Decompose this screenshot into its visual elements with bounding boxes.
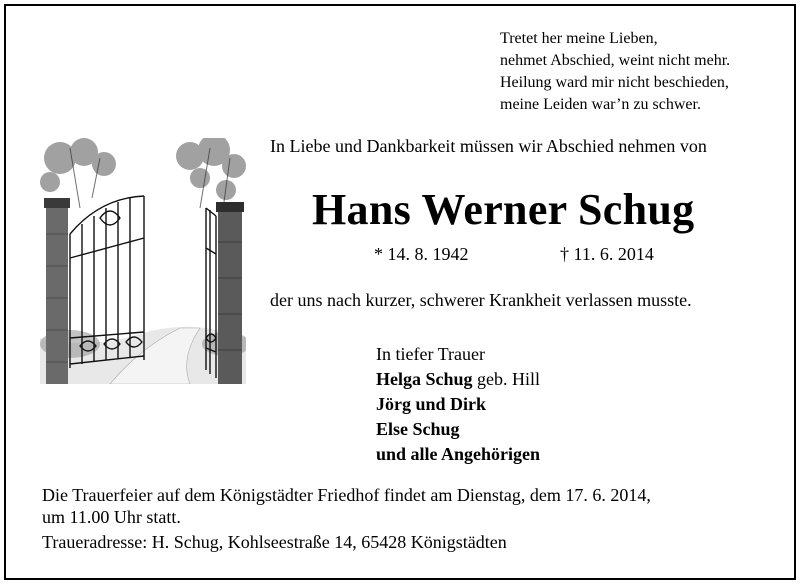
mourner-line-helga: [376, 367, 540, 392]
service-line-1: Die Trauerfeier auf dem Königstädter Friedhof findet am Dienstag, dem 17. 6. 2014,: [42, 485, 651, 505]
mourning-address: Traueradresse: H. Schug, Kohlseestraße 14, 65428 Königstädten: [42, 532, 507, 552]
mourner-name: Helga Schug: [376, 369, 473, 389]
service-line-2: um 11.00 Uhr statt.: [42, 507, 181, 527]
obituary-notice: [4, 4, 796, 580]
mourners-heading: In tiefer Trauer: [376, 344, 485, 364]
mourner-line-sons: Jörg und Dirk: [376, 394, 487, 414]
intro-text: In Liebe und Dankbarkeit müssen wir Abschied nehmen von: [270, 136, 707, 156]
poem-line-4: meine Leiden war’n zu schwer.: [500, 96, 701, 113]
poem-line-1: Tretet her meine Lieben,: [500, 30, 658, 47]
mourners-list: [376, 342, 540, 467]
funeral-service-info: [42, 484, 651, 528]
birth-date: * 14. 8. 1942: [374, 244, 469, 264]
death-date: † 11. 6. 2014: [560, 244, 654, 264]
poem-line-2: nehmet Abschied, weint nicht mehr.: [500, 52, 731, 69]
deceased-name: Hans Werner Schug: [312, 185, 695, 234]
mourner-line-relatives: und alle Angehörigen: [376, 444, 541, 464]
mourner-line-else: Else Schug: [376, 419, 460, 439]
poem-line-3: Heilung ward mir nicht beschieden,: [500, 74, 729, 91]
mourner-note: geb. Hill: [477, 369, 541, 389]
memorial-poem: [500, 28, 730, 116]
farewell-text: der uns nach kurzer, schwerer Krankheit verlassen musste.: [270, 290, 692, 310]
garden-gate-illustration: [40, 138, 246, 384]
